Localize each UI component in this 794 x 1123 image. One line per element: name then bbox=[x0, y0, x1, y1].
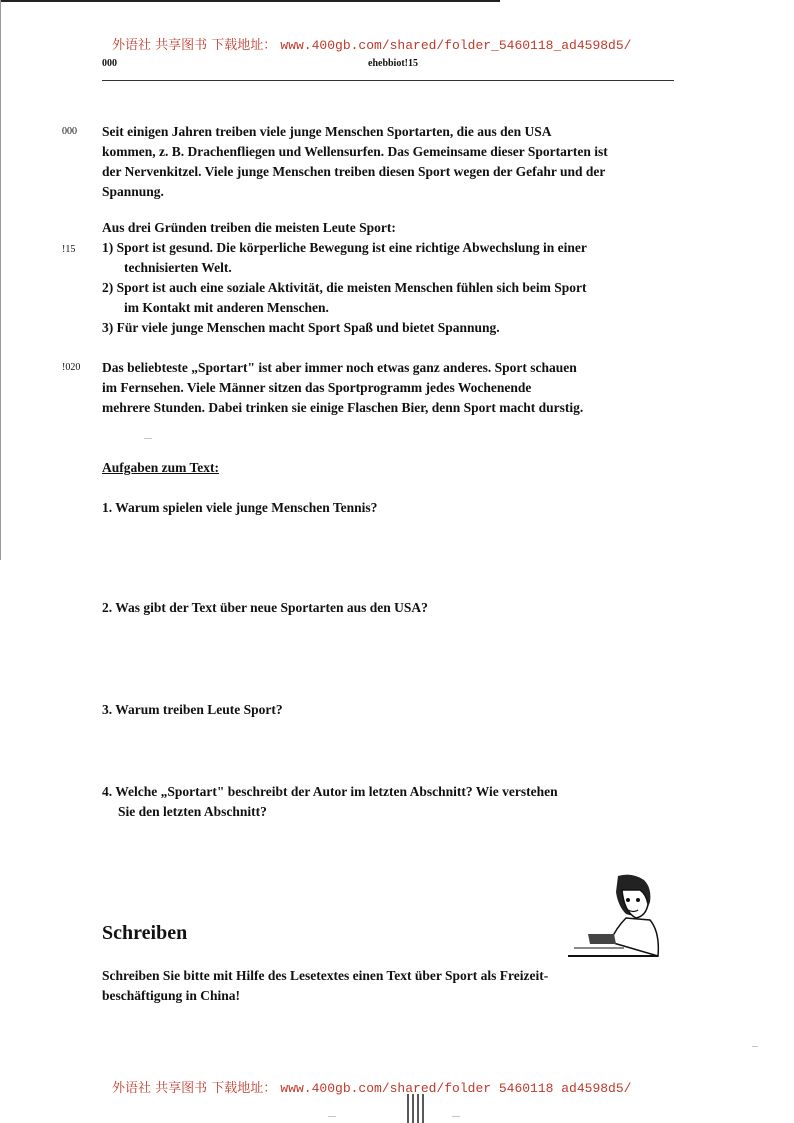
paragraph-television bbox=[102, 358, 672, 418]
reason-item: 3) Für viele junge Menschen macht Sport Spaß und bietet Spannung. bbox=[102, 320, 500, 335]
text-line: Das beliebteste „Sportart" ist aber immer noch etwas ganz anderes. Sport schauen bbox=[102, 360, 577, 375]
questions-title: Aufgaben zum Text: bbox=[102, 460, 220, 475]
watermark-url: www.400gb.com/shared/folder_5460118_ad4598d5/ bbox=[280, 38, 632, 53]
question-4-line: 4. Welche „Sportart" beschreibt der Autor im letzten Abschnitt? Wie verstehen bbox=[102, 784, 558, 799]
top-scan-line bbox=[0, 0, 500, 2]
scan-dots: ... bbox=[752, 1040, 758, 1049]
text-line: der Nervenkitzel. Viele junge Menschen treiben diesen Sport wegen der Gefahr und der bbox=[102, 164, 606, 179]
header-page-number: 000 bbox=[102, 58, 117, 69]
line-number: !15 bbox=[62, 244, 76, 255]
question-3: 3. Warum treiben Leute Sport? bbox=[102, 702, 283, 717]
writing-task-line: Schreiben Sie bitte mit Hilfe des Lesetextes einen Text über Sport als Freizeit- bbox=[102, 968, 549, 983]
header-chapter: ehebbiot!15 bbox=[368, 58, 418, 69]
text-line: kommen, z. B. Drachenfliegen und Wellensurfen. Das Gemeinsame dieser Sportarten ist bbox=[102, 144, 608, 159]
scan-dots: .... bbox=[328, 1110, 336, 1119]
watermark-bottom bbox=[112, 1077, 631, 1096]
left-scan-edge bbox=[0, 0, 1, 560]
watermark-url: www.400gb.com/shared/folder 5460118 ad4598d5/ bbox=[280, 1081, 632, 1096]
text-line: mehrere Stunden. Dabei trinken sie einige Flaschen Bier, denn Sport macht durstig. bbox=[102, 400, 584, 415]
question-2: 2. Was gibt der Text über neue Sportarten aus den USA? bbox=[102, 600, 428, 615]
watermark-label: 外语社 共享图书 下载地址： bbox=[112, 1081, 277, 1096]
text-line: Aus drei Gründen treiben die meisten Leute Sport: bbox=[102, 220, 396, 235]
text-line: im Fernsehen. Viele Männer sitzen das Sportprogramm jedes Wochenende bbox=[102, 380, 532, 395]
binding-marks bbox=[404, 1094, 428, 1123]
writing-person-illustration bbox=[566, 872, 660, 962]
line-number: !020 bbox=[62, 362, 81, 373]
text-line: Spannung. bbox=[102, 184, 164, 199]
watermark-label: 外语社 共享图书 下载地址： bbox=[112, 38, 277, 53]
question-1: 1. Warum spielen viele junge Menschen Tennis? bbox=[102, 500, 378, 515]
writing-task bbox=[102, 966, 672, 1006]
watermark-top bbox=[112, 34, 631, 53]
reason-item-continuation: technisierten Welt. bbox=[124, 260, 232, 275]
reason-item-continuation: im Kontakt mit anderen Menschen. bbox=[124, 300, 329, 315]
scan-dots: .... bbox=[452, 1110, 460, 1119]
question-4-line: Sie den letzten Abschnitt? bbox=[118, 804, 267, 819]
line-number: 000 bbox=[62, 126, 77, 137]
writing-task-line: beschäftigung in China! bbox=[102, 988, 241, 1003]
reason-item: 1) Sport ist gesund. Die körperliche Bewegung ist eine richtige Abwechslung in einer bbox=[102, 240, 587, 255]
header-rule bbox=[102, 80, 674, 81]
text-line: Seit einigen Jahren treiben viele junge Menschen Sportarten, die aus den USA bbox=[102, 124, 552, 139]
question-4 bbox=[102, 782, 672, 822]
reason-item: 2) Sport ist auch eine soziale Aktivität, die meisten Menschen fühlen sich beim Sport bbox=[102, 280, 587, 295]
scan-dots: .... bbox=[144, 432, 152, 441]
paragraph-intro bbox=[102, 122, 672, 202]
paragraph-reasons bbox=[102, 218, 672, 338]
section-title-writing: Schreiben bbox=[102, 922, 188, 944]
